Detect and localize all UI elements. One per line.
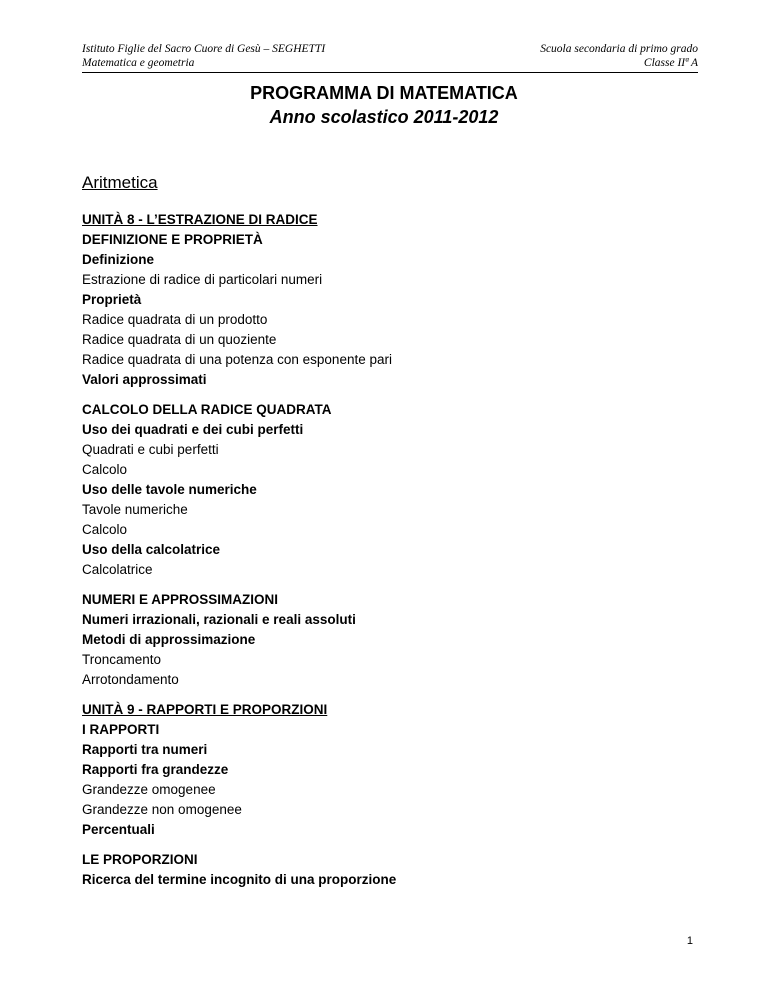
program-block bbox=[82, 210, 698, 390]
topic-heading: Metodi di approssimazione bbox=[82, 632, 256, 647]
topic-item: Troncamento bbox=[82, 652, 162, 667]
block-spacer bbox=[82, 580, 698, 590]
topic-heading: Percentuali bbox=[82, 822, 155, 837]
topic-heading: NUMERI E APPROSSIMAZIONI bbox=[82, 592, 279, 607]
topic-heading: Uso dei quadrati e dei cubi perfetti bbox=[82, 422, 304, 437]
page-number: 1 bbox=[686, 935, 693, 947]
class-name: Classe IIª A bbox=[643, 57, 698, 69]
topic-heading: Definizione bbox=[82, 252, 155, 267]
program-block bbox=[82, 700, 698, 840]
topic-heading: CALCOLO DELLA RADICE QUADRATA bbox=[82, 402, 332, 417]
topic-heading: Uso della calcolatrice bbox=[82, 542, 221, 557]
program-content bbox=[82, 210, 698, 890]
topic-item: Estrazione di radice di particolari numeri bbox=[82, 272, 323, 287]
topic-item: Grandezze omogenee bbox=[82, 782, 216, 797]
topic-heading: Uso delle tavole numeriche bbox=[82, 482, 257, 497]
header-left bbox=[82, 42, 325, 70]
topic-item: Calcolatrice bbox=[82, 562, 153, 577]
school-name: Istituto Figlie del Sacro Cuore di Gesù – SEGHETTI bbox=[82, 43, 326, 55]
topic-heading: Rapporti fra grandezze bbox=[82, 762, 229, 777]
topic-heading: Proprietà bbox=[82, 292, 142, 307]
program-block bbox=[82, 400, 698, 580]
topic-item: Calcolo bbox=[82, 462, 128, 477]
topic-item: Calcolo bbox=[82, 522, 128, 537]
topic-item: Quadrati e cubi perfetti bbox=[82, 442, 219, 457]
topic-heading: I RAPPORTI bbox=[82, 722, 160, 737]
school-level: Scuola secondaria di primo grado bbox=[540, 43, 698, 55]
page-header bbox=[82, 42, 698, 73]
topic-heading: LE PROPORZIONI bbox=[82, 852, 198, 867]
topic-heading: DEFINIZIONE E PROPRIETÀ bbox=[82, 232, 263, 247]
topic-item: Grandezze non omogenee bbox=[82, 802, 242, 817]
section-heading: Aritmetica bbox=[82, 173, 158, 192]
document-title: PROGRAMMA DI MATEMATICA bbox=[250, 83, 518, 103]
topic-heading: Rapporti tra numeri bbox=[82, 742, 208, 757]
topic-heading: Valori approssimati bbox=[82, 372, 207, 387]
document-subtitle: Anno scolastico 2011-2012 bbox=[269, 107, 499, 127]
topic-item: Arrotondamento bbox=[82, 672, 179, 687]
topic-item: Radice quadrata di una potenza con esponente pari bbox=[82, 352, 392, 367]
subject-name: Matematica e geometria bbox=[82, 57, 195, 69]
program-block bbox=[82, 590, 698, 690]
unit-heading: UNITÀ 8 - L’ESTRAZIONE DI RADICE bbox=[82, 212, 318, 227]
block-spacer bbox=[82, 390, 698, 400]
header-right bbox=[540, 42, 698, 70]
topic-heading: Numeri irrazionali, razionali e reali assoluti bbox=[82, 612, 356, 627]
block-spacer bbox=[82, 840, 698, 850]
block-spacer bbox=[82, 690, 698, 700]
topic-item: Radice quadrata di un prodotto bbox=[82, 312, 268, 327]
topic-item: Tavole numeriche bbox=[82, 502, 188, 517]
topic-heading: Ricerca del termine incognito di una proporzione bbox=[82, 872, 397, 887]
topic-item: Radice quadrata di un quoziente bbox=[82, 332, 277, 347]
program-block bbox=[82, 850, 698, 890]
unit-heading: UNITÀ 9 - RAPPORTI E PROPORZIONI bbox=[82, 702, 328, 717]
